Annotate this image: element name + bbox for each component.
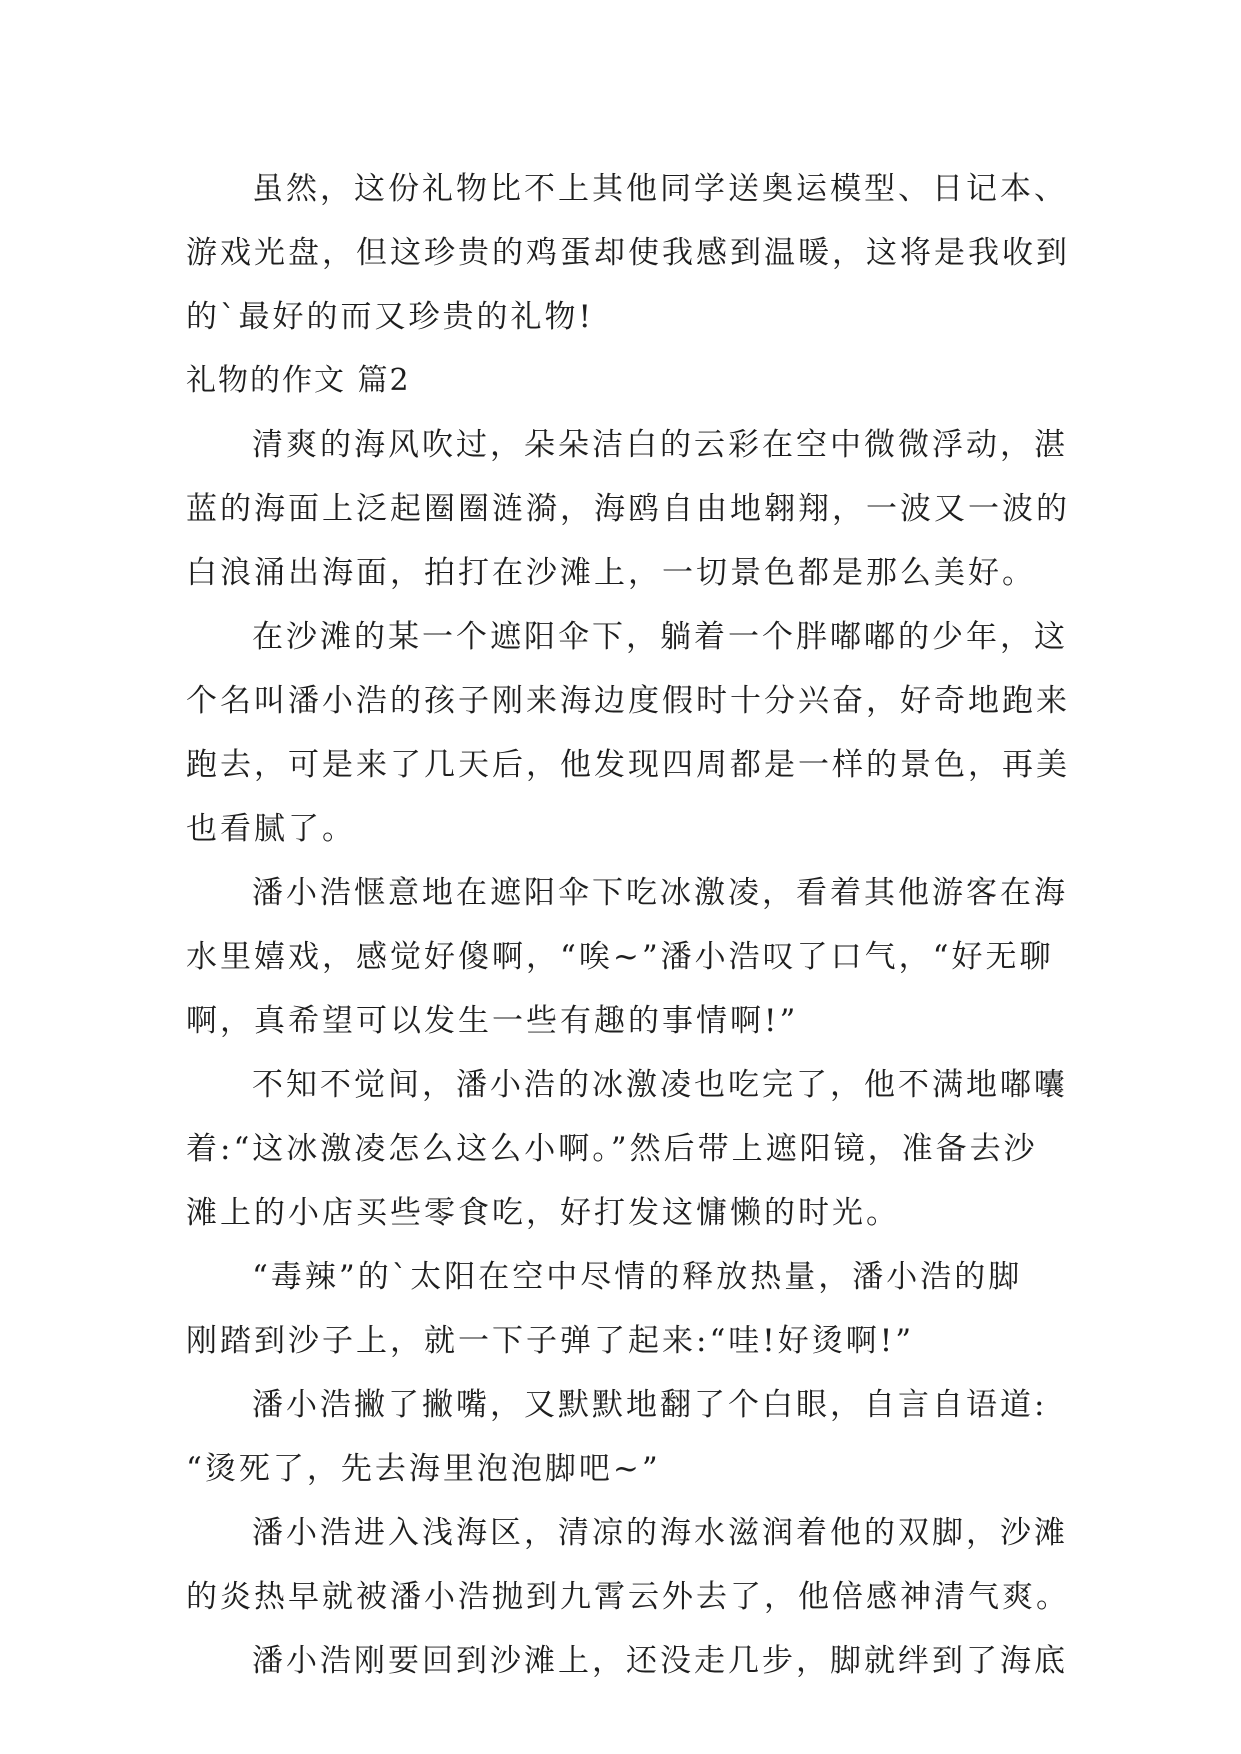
text-line: 啊，真希望可以发生一些有趣的事情啊!” [186, 1003, 799, 1039]
text-line: 跑去，可是来了几天后，他发现四周都是一样的景色，再美 [186, 747, 1070, 783]
text-line: 滩上的小店买些零食吃，好打发这慵懒的时光。 [186, 1195, 900, 1231]
text-line: “毒辣”的`太阳在空中尽情的释放热量，潘小浩的脚 [252, 1259, 1023, 1295]
text-line: 潘小浩刚要回到沙滩上，还没走几步，脚就绊到了海底 [252, 1643, 1068, 1679]
paragraph-8 [186, 1509, 1070, 1637]
paragraph-3 [186, 613, 1070, 869]
text-line: 的`最好的而又珍贵的礼物! [186, 299, 594, 335]
text-line: 个名叫潘小浩的孩子刚来海边度假时十分兴奋，好奇地跑来 [186, 683, 1070, 719]
text-line: 潘小浩撇了撇嘴，又默默地翻了个白眼，自言自语道: [252, 1387, 1048, 1423]
text-line: 的炎热早就被潘小浩抛到九霄云外去了，他倍感神清气爽。 [186, 1579, 1070, 1615]
paragraph-5 [186, 1061, 1068, 1253]
text-line: 刚踏到沙子上，就一下子弹了起来:“哇!好烫啊!” [186, 1323, 915, 1359]
text-line: 在沙滩的某一个遮阳伞下，躺着一个胖嘟嘟的少年，这 [252, 619, 1068, 655]
text-line: 虽然，这份礼物比不上其他同学送奥运模型、日记本、 [252, 171, 1068, 207]
document-page [186, 165, 1070, 1701]
text-line: 潘小浩惬意地在遮阳伞下吃冰激凌，看着其他游客在海 [252, 875, 1068, 911]
text-line: 清爽的海风吹过，朵朵洁白的云彩在空中微微浮动，湛 [252, 427, 1068, 463]
text-line: 白浪涌出海面，拍打在沙滩上，一切景色都是那么美好。 [186, 555, 1036, 591]
text-line: 水里嬉戏，感觉好傻啊，“唉~”潘小浩叹了口气，“好无聊 [186, 939, 1054, 975]
text-line: “烫死了，先去海里泡泡脚吧~” [186, 1451, 661, 1487]
text-line: 着:“这冰激凌怎么这么小啊。”然后带上遮阳镜，准备去沙 [186, 1131, 1038, 1167]
text-line: 游戏光盘，但这珍贵的鸡蛋却使我感到温暖，这将是我收到 [186, 235, 1070, 271]
paragraph-7 [186, 1381, 1056, 1509]
text-line: 蓝的海面上泛起圈圈涟漪，海鸥自由地翱翔，一波又一波的 [186, 491, 1070, 527]
text-line: 潘小浩进入浅海区，清凉的海水滋润着他的双脚，沙滩 [252, 1515, 1068, 1551]
text-line: 不知不觉间，潘小浩的冰激凌也吃完了，他不满地嘟囔 [252, 1067, 1068, 1103]
paragraph-4 [186, 869, 1068, 1061]
text-line: 也看腻了。 [186, 811, 356, 847]
paragraph-2 [186, 421, 1070, 613]
paragraph-9 [186, 1637, 1068, 1701]
paragraph-6 [186, 1253, 1056, 1381]
paragraph-1 [186, 165, 1070, 357]
section-heading: 礼物的作文 篇2 [186, 363, 411, 398]
